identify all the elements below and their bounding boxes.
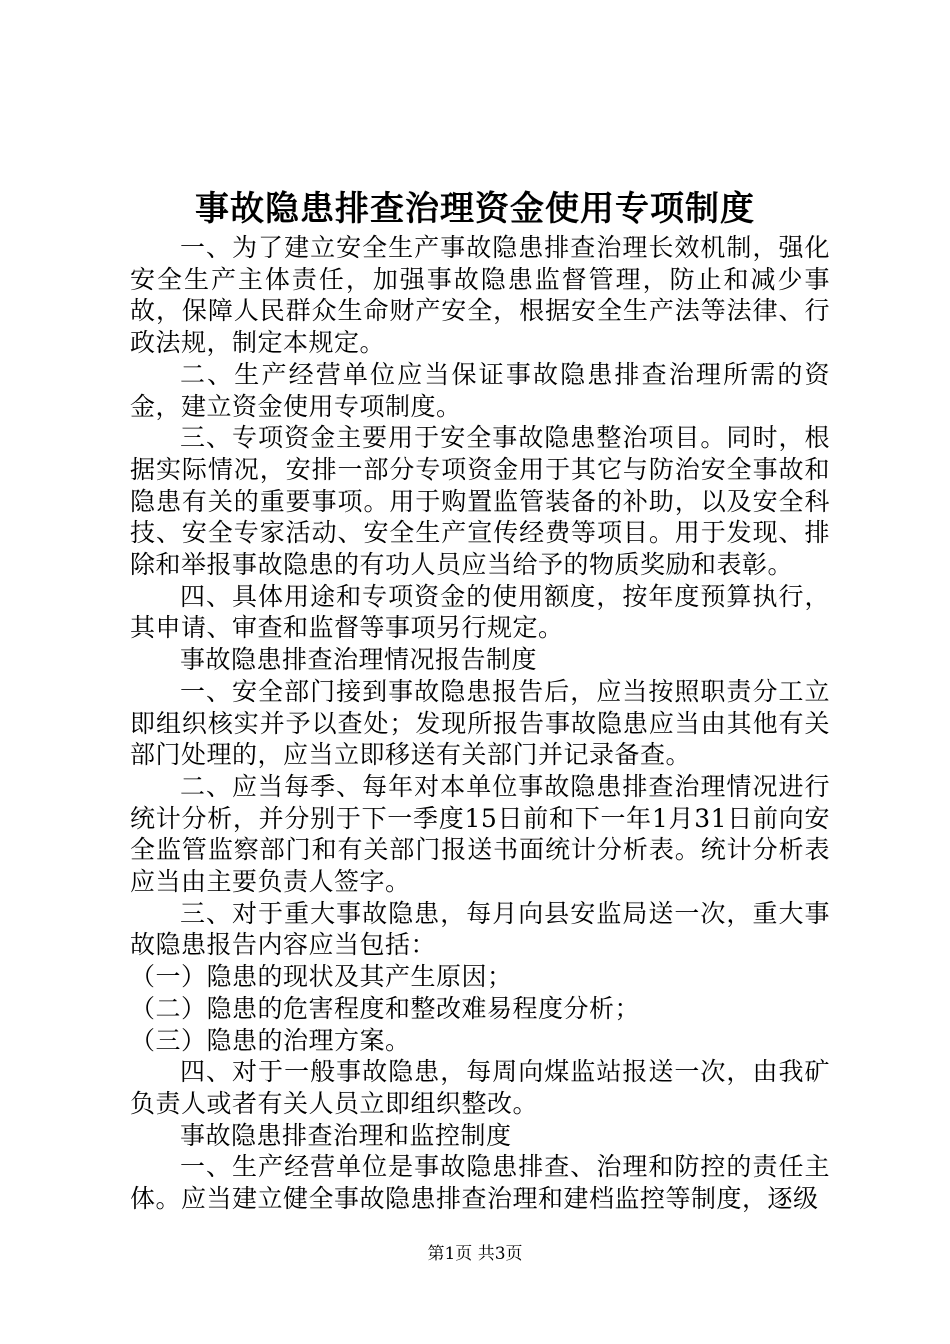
page-number-footer: 第1页 共3页 (427, 1244, 523, 1264)
paragraph: 二、生产经营单位应当保证事故隐患排查治理所需的资金，建立资金使用专项制度。 (130, 359, 830, 421)
paragraph: 一、安全部门接到事故隐患报告后，应当按照职责分工立即组织核实并予以查处；发现所报告事故隐患应当由其他有关部门处理的，应当立即移送有关部门并记录备查。 (130, 676, 830, 770)
section-heading: 事故隐患排查治理和监控制度 (180, 1120, 512, 1150)
list-item: （一）隐患的现状及其产生原因； (130, 962, 513, 992)
paragraph: 一、生产经营单位是事故隐患排查、治理和防控的责任主体。应当建立健全事故隐患排查治理和建档监控等制度，逐级 (130, 1152, 830, 1214)
paragraph: 四、具体用途和专项资金的使用额度，按年度预算执行，其申请、审查和监督等事项另行规定。 (130, 581, 830, 643)
list-item: （二）隐患的危害程度和整改难易程度分析； (130, 993, 641, 1023)
paragraph: 三、对于重大事故隐患，每月向县安监局送一次，重大事故隐患报告内容应当包括： (130, 898, 830, 960)
list-item: （三）隐患的治理方案。 (130, 1025, 411, 1055)
paragraph: 二、应当每季、每年对本单位事故隐患排查治理情况进行统计分析，并分别于下一季度15日前和下一年1月31日前向安全监管监察部门和有关部门报送书面统计分析表。统计分析表应当由主要负责人签字。 (130, 771, 830, 897)
document-title: 事故隐患排查治理资金使用专项制度 (195, 189, 755, 229)
paragraph: 三、专项资金主要用于安全事故隐患整治项目。同时，根据实际情况，安排一部分专项资金用于其它与防治安全事故和隐患有关的重要事项。用于购置监管装备的补助，以及安全科技、安全专家活动、安全生产宣传经费等项目。用于发现、排除和举报事故隐患的有功人员应当给予的物质奖励和表彰。 (130, 423, 830, 580)
paragraph: 四、对于一般事故隐患，每周向煤监站报送一次，由我矿负责人或者有关人员立即组织整改。 (130, 1057, 830, 1118)
section-heading: 事故隐患排查治理情况报告制度 (180, 645, 538, 675)
paragraph: 一、为了建立安全生产事故隐患排查治理长效机制，强化安全生产主体责任，加强事故隐患监督管理，防止和减少事故，保障人民群众生命财产安全，根据安全生产法等法律、行政法规，制定本规定。 (130, 233, 830, 358)
document-body (130, 232, 830, 1215)
